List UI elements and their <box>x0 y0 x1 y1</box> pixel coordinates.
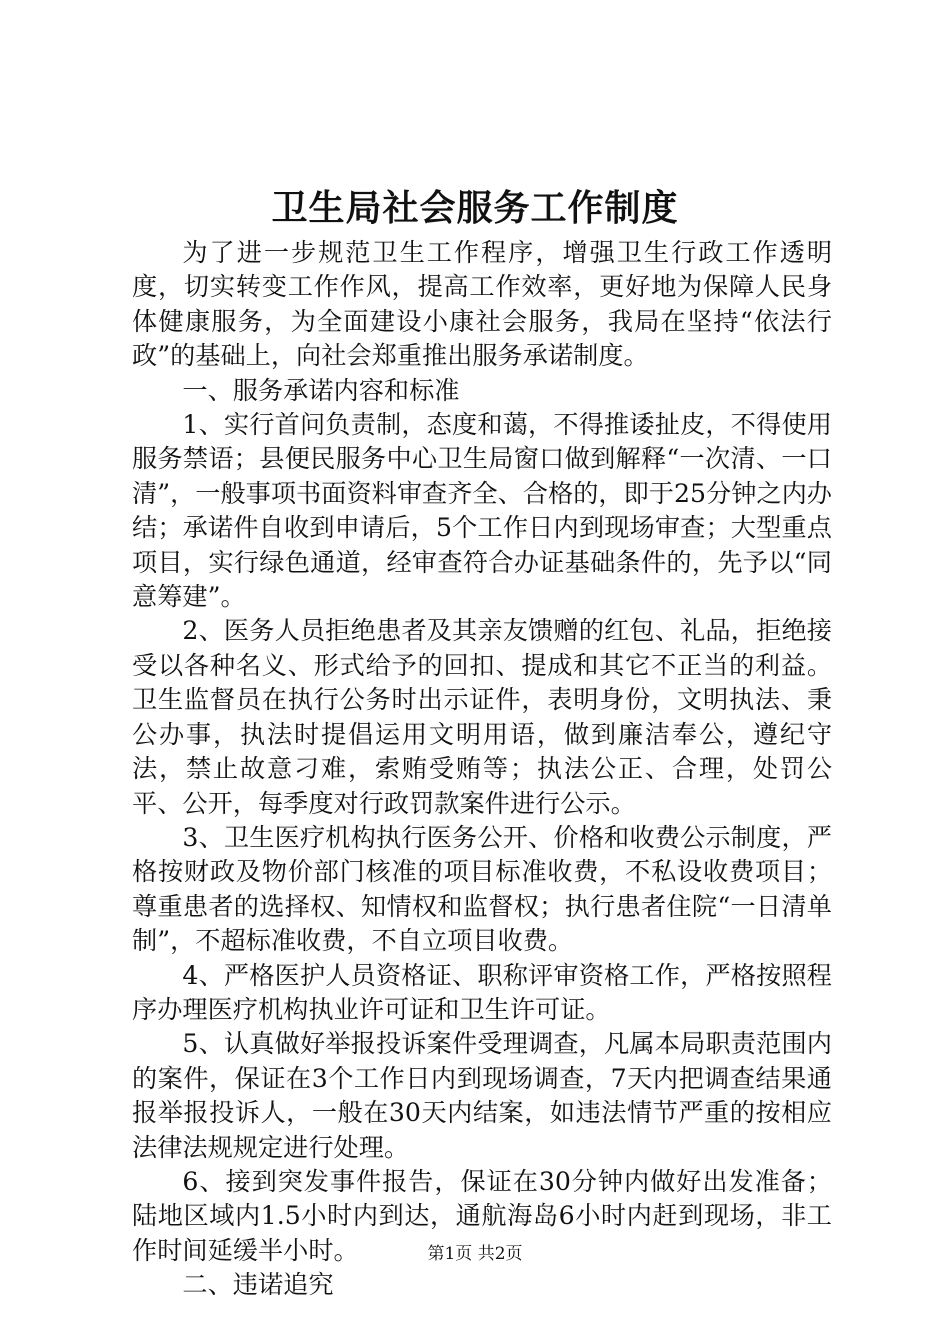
clause-1: 1、实行首问负责制，态度和蔼，不得推诿扯皮，不得使用服务禁语；县便民服务中心卫生局窗口做到解释“一次清、一口清”，一般事项书面资料审查齐全、合格的，即于25分钟之内办结；承诺件自收到申请后，5个工作日内到现场审查；大型重点项目，实行绿色通道，经审查符合办证基础条件的，先予以“同意筹建”。 <box>132 410 832 612</box>
clause-3: 3、卫生医疗机构执行医务公开、价格和收费公示制度，严格按财政及物价部门核准的项目标准收费，不私设收费项目；尊重患者的选择权、知情权和监督权；执行患者住院“一日清单制”，不超标准收费，不自立项目收费。 <box>132 822 832 956</box>
intro-paragraph: 为了进一步规范卫生工作程序，增强卫生行政工作透明度，切实转变工作作风，提高工作效率，更好地为保障人民身体健康服务，为全面建设小康社会服务，我局在坚持“依法行政”的基础上，向社会郑重推出服务承诺制度。 <box>132 238 832 371</box>
clause-6: 6、接到突发事件报告，保证在30分钟内做好出发准备；陆地区域内1.5小时内到达，通航海岛6小时内赶到现场，非工作时间延缓半小时。 <box>132 1166 832 1265</box>
clause-2: 2、医务人员拒绝患者及其亲友馈赠的红包、礼品，拒绝接受以各种名义、形式给予的回扣、提成和其它不正当的利益。卫生监督员在执行公务时出示证件，表明身份，文明执法、秉公办事，执法时提倡运用文明用语，做到廉洁奉公，遵纪守法，禁止故意刁难，索贿受贿等；执法公正、合理，处罚公平、公开，每季度对行政罚款案件进行公示。 <box>132 616 832 818</box>
page-number-footer: 第1页 共2页 <box>427 1244 523 1264</box>
section-heading-2: 二、违诺追究 <box>182 1270 334 1300</box>
document-title: 卫生局社会服务工作制度 <box>271 187 679 229</box>
document-body <box>132 236 832 1303</box>
clause-5: 5、认真做好举报投诉案件受理调查，凡属本局职责范围内的案件，保证在3个工作日内到现场调查，7天内把调查结果通报举报投诉人，一般在30天内结案，如违法情节严重的按相应法律法规规定进行处理。 <box>132 1029 832 1162</box>
clause-4: 4、严格医护人员资格证、职称评审资格工作，严格按照程序办理医疗机构执业许可证和卫生许可证。 <box>132 960 832 1024</box>
section-heading-1: 一、服务承诺内容和标准 <box>182 375 460 405</box>
